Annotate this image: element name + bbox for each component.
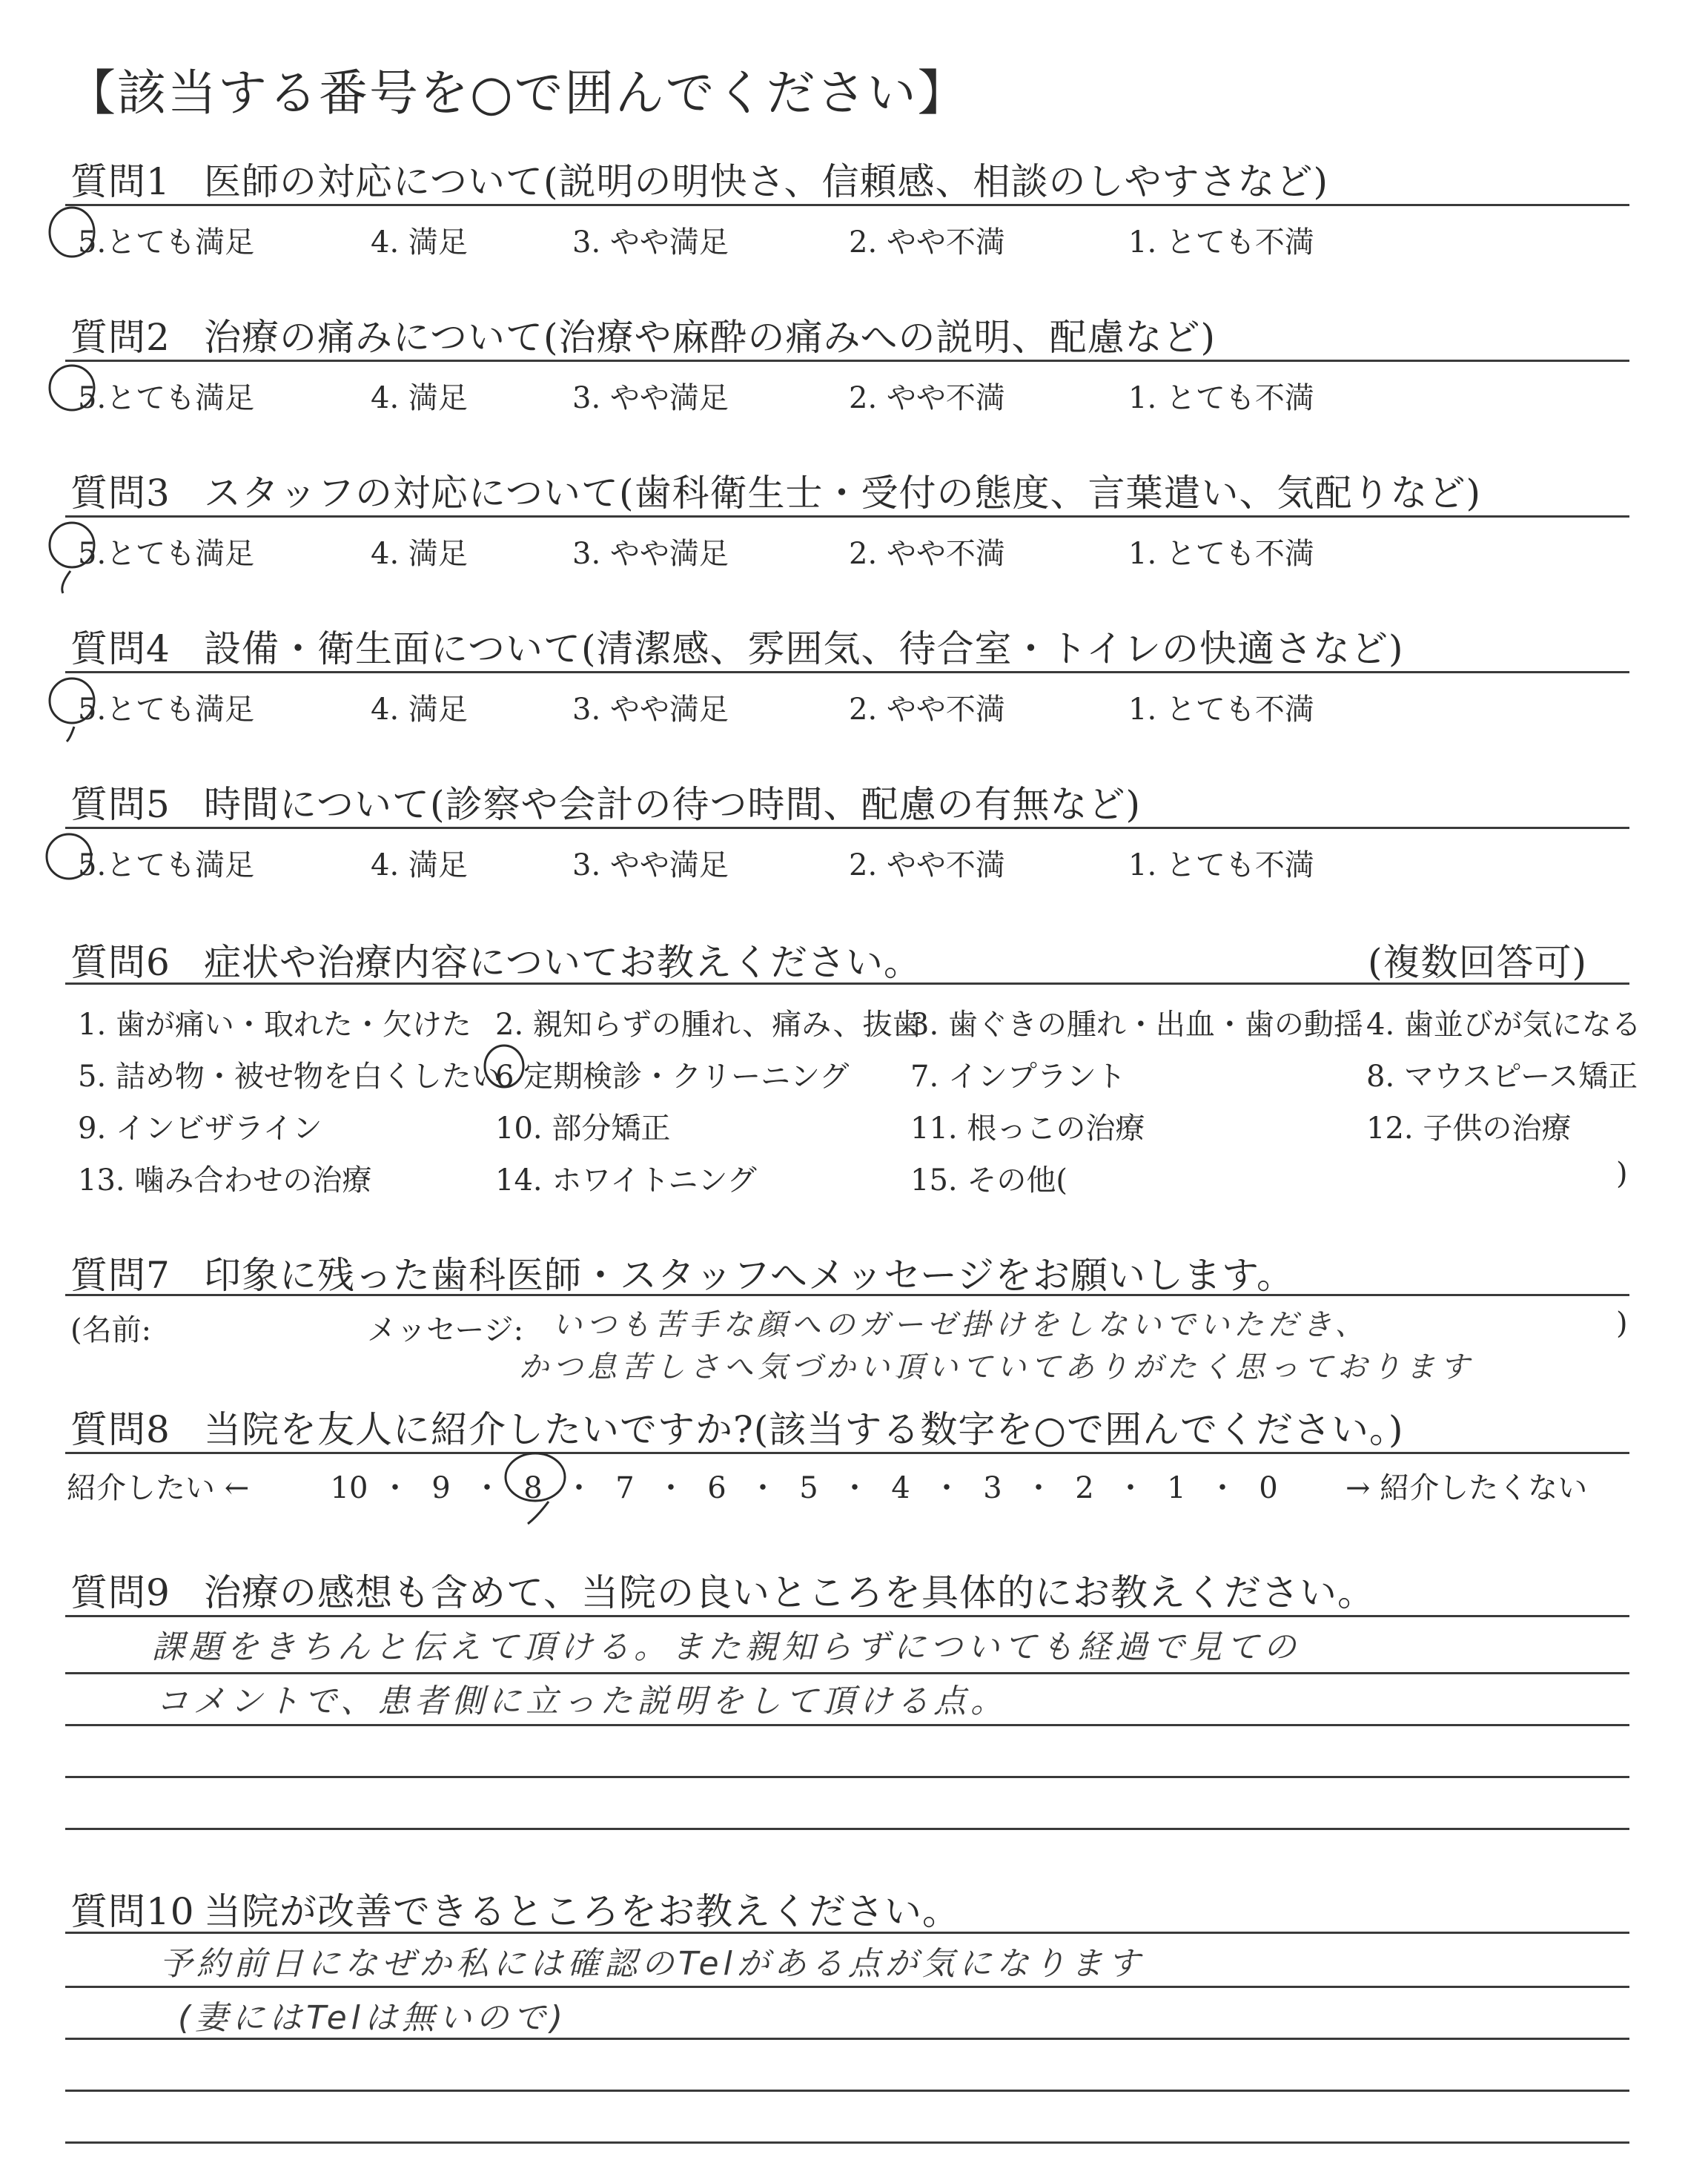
option-3[interactable]: 3. やや満足 <box>572 537 729 571</box>
scale-value[interactable]: 4 <box>891 1471 910 1505</box>
scale-separator: ・ <box>472 1471 502 1505</box>
handwritten-message: かつ息苦しさへ気づかい頂いていてありがたく思っております <box>519 1350 1474 1384</box>
q6-option[interactable]: 1. 歯が痛い・取れた・欠けた <box>78 1008 471 1042</box>
option-1[interactable]: 1. とても不満 <box>1128 537 1314 571</box>
question-text: スタッフの対応について(歯科衛生士・受付の態度、言葉遣い、気配りなど) <box>204 472 1482 515</box>
option-4[interactable]: 4. 満足 <box>371 225 468 260</box>
scale-separator: ・ <box>1208 1471 1237 1505</box>
q6-option[interactable]: 12. 子供の治療 <box>1366 1112 1572 1146</box>
scale-separator: ・ <box>932 1471 961 1505</box>
question-label: 質問6 <box>70 941 171 984</box>
handwritten-answer: 予約前日になぜか私には確認のTelがある点が気になります <box>159 1945 1145 1983</box>
q6-option[interactable]: 5. 詰め物・被せ物を白くしたい <box>78 1060 501 1094</box>
scale-separator: ・ <box>840 1471 870 1505</box>
question-label: 質問3 <box>70 472 171 515</box>
scale-separator: ・ <box>656 1471 686 1505</box>
scale-separator: ・ <box>748 1471 778 1505</box>
option-3[interactable]: 3. やや満足 <box>572 381 729 415</box>
option-2[interactable]: 2. やや不満 <box>849 848 1005 882</box>
option-5[interactable]: 5.とても満足 <box>78 848 255 882</box>
question-label: 質問2 <box>70 316 171 359</box>
page-title: 【該当する番号を○で囲んでください】 <box>67 65 968 122</box>
question-text: 設備・衛生面について(清潔感、雰囲気、待合室・トイレの快適さなど) <box>204 627 1404 670</box>
option-4[interactable]: 4. 満足 <box>371 693 468 727</box>
recommend-scale[interactable] <box>326 1464 1291 1507</box>
scale-value[interactable]: 7 <box>615 1471 635 1505</box>
question-label: 質問4 <box>70 627 171 670</box>
question-text: 治療の痛みについて(治療や麻酔の痛みへの説明、配慮など) <box>204 316 1217 359</box>
q6-option[interactable]: 7. インプラント <box>910 1060 1126 1094</box>
option-3[interactable]: 3. やや満足 <box>572 225 729 260</box>
selection-circle <box>67 727 74 742</box>
scale-value[interactable]: 10 <box>330 1471 368 1505</box>
scale-value[interactable]: 3 <box>983 1471 1002 1505</box>
recommend-left-label: 紹介したい ← <box>67 1471 250 1505</box>
option-2[interactable]: 2. やや不満 <box>849 381 1005 415</box>
option-5[interactable]: 5.とても満足 <box>78 693 255 727</box>
selection-circle <box>62 571 70 593</box>
scale-value[interactable]: 6 <box>707 1471 726 1505</box>
scale-separator: ・ <box>380 1471 410 1505</box>
handwritten-message: いつも苦手な顔へのガーゼ掛けをしないでいただき、 <box>552 1308 1369 1342</box>
q6-option[interactable]: 13. 噛み合わせの治療 <box>78 1163 372 1198</box>
q6-option[interactable]: 6 定期検診・クリーニング <box>495 1060 850 1094</box>
question-label: 質問5 <box>70 783 171 826</box>
scale-value[interactable]: 1 <box>1167 1471 1186 1505</box>
option-1[interactable]: 1. とても不満 <box>1128 381 1314 415</box>
handwritten-answer: コメントで、患者側に立った説明をして頂ける点。 <box>156 1682 1008 1720</box>
option-5[interactable]: 5.とても満足 <box>78 225 255 260</box>
close-paren: ) <box>1616 1307 1628 1341</box>
option-3[interactable]: 3. やや満足 <box>572 848 729 882</box>
question-label: 質問9 <box>70 1571 171 1614</box>
handwritten-answer: 課題をきちんと伝えて頂ける。また親知らずについても経過で見ての <box>152 1628 1301 1666</box>
q6-option[interactable]: 4. 歯並びが気になる <box>1366 1008 1641 1042</box>
option-5[interactable]: 5.とても満足 <box>78 537 255 571</box>
other-close-paren: ) <box>1616 1157 1628 1191</box>
scale-value[interactable]: 0 <box>1259 1471 1278 1505</box>
question-text: 症状や治療内容についてお教えください。 <box>204 941 921 984</box>
q6-option[interactable]: 8. マウスピース矯正 <box>1366 1060 1638 1094</box>
option-4[interactable]: 4. 満足 <box>371 381 468 415</box>
question-text: 時間について(診察や会計の待つ時間、配慮の有無など) <box>204 783 1142 826</box>
option-1[interactable]: 1. とても不満 <box>1128 848 1314 882</box>
option-2[interactable]: 2. やや不満 <box>849 693 1005 727</box>
option-2[interactable]: 2. やや不満 <box>849 537 1005 571</box>
scale-value[interactable]: 5 <box>799 1471 818 1505</box>
scale-separator: ・ <box>1116 1471 1145 1505</box>
name-label: (名前: <box>70 1313 152 1347</box>
q6-option[interactable]: 3. 歯ぐきの腫れ・出血・歯の動揺 <box>910 1008 1363 1042</box>
option-3[interactable]: 3. やや満足 <box>572 693 729 727</box>
question-label: 質問8 <box>70 1408 171 1451</box>
q6-option[interactable]: 9. インビザライン <box>78 1112 322 1146</box>
question-label: 質問7 <box>70 1254 171 1297</box>
scale-value[interactable]: 8 <box>523 1471 543 1505</box>
question-text: 当院が改善できるところをお教えください。 <box>204 1890 960 1933</box>
scale-separator: ・ <box>564 1471 594 1505</box>
q6-option[interactable]: 11. 根っこの治療 <box>910 1112 1145 1146</box>
option-4[interactable]: 4. 満足 <box>371 848 468 882</box>
question-text: 医師の対応について(説明の明快さ、信頼感、相談のしやすさなど) <box>204 160 1329 203</box>
message-label: メッセージ: <box>367 1313 524 1347</box>
q6-option[interactable]: 14. ホワイトニング <box>495 1163 757 1198</box>
q6-option[interactable]: 2. 親知らずの腫れ、痛み、抜歯 <box>495 1008 922 1042</box>
scale-value[interactable]: 2 <box>1075 1471 1094 1505</box>
recommend-right-label: → 紹介したくない <box>1345 1471 1588 1505</box>
q6-option[interactable]: 10. 部分矯正 <box>495 1112 671 1146</box>
question-text: 印象に残った歯科医師・スタッフへメッセージをお願いします。 <box>204 1254 1294 1297</box>
option-1[interactable]: 1. とても不満 <box>1128 225 1314 260</box>
scale-separator: ・ <box>1024 1471 1053 1505</box>
option-5[interactable]: 5.とても満足 <box>78 381 255 415</box>
question-text: 治療の感想も含めて、当院の良いところを具体的にお教えください。 <box>204 1571 1375 1614</box>
question-text: 当院を友人に紹介したいですか?(該当する数字を○で囲んでください。) <box>204 1408 1404 1451</box>
scale-value[interactable]: 9 <box>431 1471 451 1505</box>
option-2[interactable]: 2. やや不満 <box>849 225 1005 260</box>
question-label: 質問1 <box>70 160 171 203</box>
handwritten-answer: (妻にはTelは無いので) <box>178 1999 568 2037</box>
option-4[interactable]: 4. 満足 <box>371 537 468 571</box>
question-label: 質問10 <box>70 1890 195 1933</box>
q6-option[interactable]: 15. その他( <box>910 1163 1068 1198</box>
option-1[interactable]: 1. とても不満 <box>1128 693 1314 727</box>
multiple-answers-note: (複数回答可) <box>1368 941 1588 984</box>
